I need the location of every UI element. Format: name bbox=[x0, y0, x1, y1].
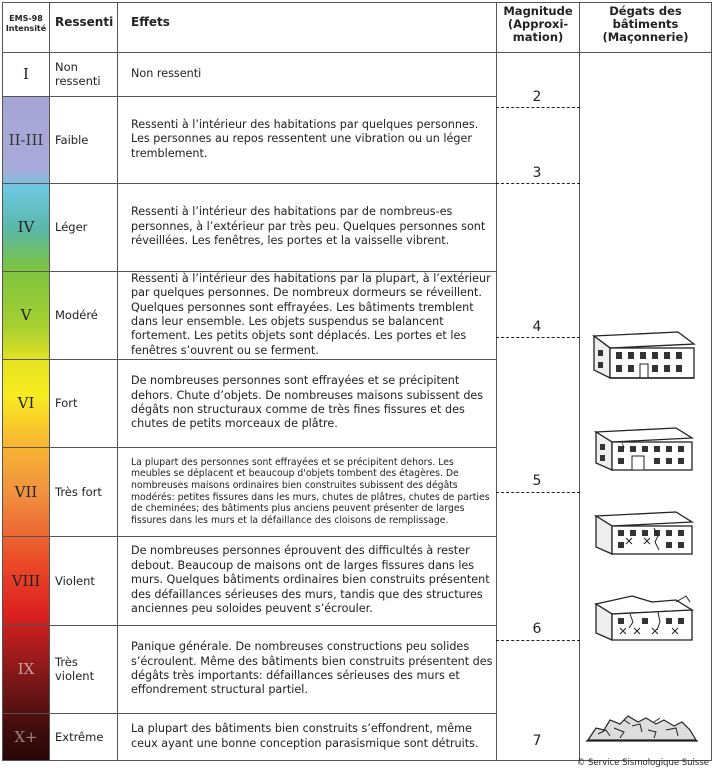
felt-label: Non ressenti bbox=[55, 60, 101, 88]
header-felt: Ressenti bbox=[55, 15, 114, 29]
felt-label: Modéré bbox=[55, 308, 98, 322]
magnitude-boundary bbox=[496, 640, 580, 641]
building-heavy-damage-icon bbox=[592, 588, 698, 644]
magnitude-value: 4 bbox=[532, 319, 542, 335]
magnitude-boundary bbox=[496, 492, 580, 493]
header-effects: Effets bbox=[131, 15, 170, 29]
effects-text: De nombreuses personnes éprouvent des difficultés à rester debout. Beaucoup de maisons ont de larges fissures dans les murs. Quelques bâtiments ordinaires bien construits présentent des défaillances sérieuses des murs, tandis que des structures anciennes peu soloides peuvent s’écrouler. bbox=[131, 544, 490, 616]
intensity-label: IX bbox=[17, 660, 35, 678]
building-slight-damage-icon bbox=[592, 418, 698, 474]
credit-text: © Service Sismologique Suisse bbox=[576, 758, 709, 768]
intensity-label: VIII bbox=[11, 571, 41, 590]
magnitude-value: 6 bbox=[532, 621, 542, 637]
effects-text: Ressenti à l’intérieur des habitations par la plupart, à l’extérieur par quelques personnes. De nombreux dormeurs se réveillent. Quelques personnes sont effrayées. Les bâtiments tremblent dans leur ensemble. Les objets suspendus se balancent fortement. Les petits objets sont déplacés. Les portes et les fenêtres s’ouvrent ou se ferment. bbox=[131, 271, 491, 357]
effects-text: Panique générale. De nombreuses constructions peu solides s’écroulent. Même des bâtiments bien construits présentent des dégâts très importants: défaillances sérieuses des murs et effondrement structural partiel. bbox=[131, 640, 493, 697]
magnitude-value: 5 bbox=[532, 473, 542, 489]
felt-label: Extrême bbox=[55, 729, 104, 744]
building-intact-icon bbox=[590, 322, 700, 382]
magnitude-boundary bbox=[496, 337, 580, 338]
header-magnitude: Magnitude (Approxi- mation) bbox=[503, 4, 573, 44]
intensity-label: VI bbox=[17, 394, 35, 412]
felt-label: Faible bbox=[55, 132, 89, 147]
effects-text: La plupart des personnes sont effrayées et se précipitent dehors. Les meubles se déplacent et beaucoup d'objets tombent des étagères. De nombreuses maisons ordinaires bien construites subissent des dégâts modérés: petites fissures dans les murs, chutes de plâtres, chutes de parties de cheminées; des bâtiments plus anciens peuvent présenter de larges fissures dans les murs et la défaillance des cloisons de remplissage. bbox=[131, 456, 490, 526]
effects-text: Non ressenti bbox=[131, 66, 202, 80]
intensity-label: VII bbox=[14, 482, 38, 501]
magnitude-value: 3 bbox=[532, 165, 542, 181]
intensity-label: X+ bbox=[14, 727, 38, 746]
effects-text: Ressenti à l’intérieur des habitations par quelques personnes. Les personnes au repos ressentent une vibration ou un léger tremblement. bbox=[131, 117, 479, 160]
building-collapsed-icon bbox=[584, 706, 700, 746]
magnitude-value: 2 bbox=[532, 89, 542, 105]
felt-label: Très violent bbox=[55, 655, 95, 683]
building-moderate-damage-icon bbox=[592, 502, 698, 558]
header-building-damage: Dégats des bâtiments (Maçonnerie) bbox=[602, 4, 689, 44]
felt-label: Léger bbox=[55, 220, 88, 234]
magnitude-value: 7 bbox=[532, 733, 542, 749]
intensity-label: II-III bbox=[8, 130, 44, 149]
intensity-label: I bbox=[23, 65, 29, 83]
felt-label: Très fort bbox=[55, 484, 102, 499]
felt-label: Fort bbox=[55, 396, 78, 410]
effects-text: Ressenti à l’intérieur des habitations par de nombreus-es personnes, à l’extérieur par très peu. Quelques personnes sont réveillées. Les fenêtres, les portes et la vaisselle vibrent. bbox=[131, 205, 486, 248]
magnitude-boundary bbox=[496, 107, 580, 108]
intensity-label: V bbox=[20, 306, 32, 324]
felt-label: Violent bbox=[55, 573, 95, 588]
effects-text: De nombreuses personnes sont effrayées et se précipitent dehors. Chute d’objets. De nombreuses maisons subissent des dégâts non structuraux comme de très fines fissures et des chutes de petits morceaux de plâtre. bbox=[131, 374, 484, 431]
magnitude-boundary bbox=[496, 183, 580, 184]
effects-text: La plupart des bâtiments bien construits s’effondrent, même ceux ayant une bonne conception parasismique sont détruits. bbox=[131, 722, 479, 750]
header-intensity: EMS-98 Intensité bbox=[5, 14, 47, 33]
intensity-label: IV bbox=[17, 218, 35, 236]
